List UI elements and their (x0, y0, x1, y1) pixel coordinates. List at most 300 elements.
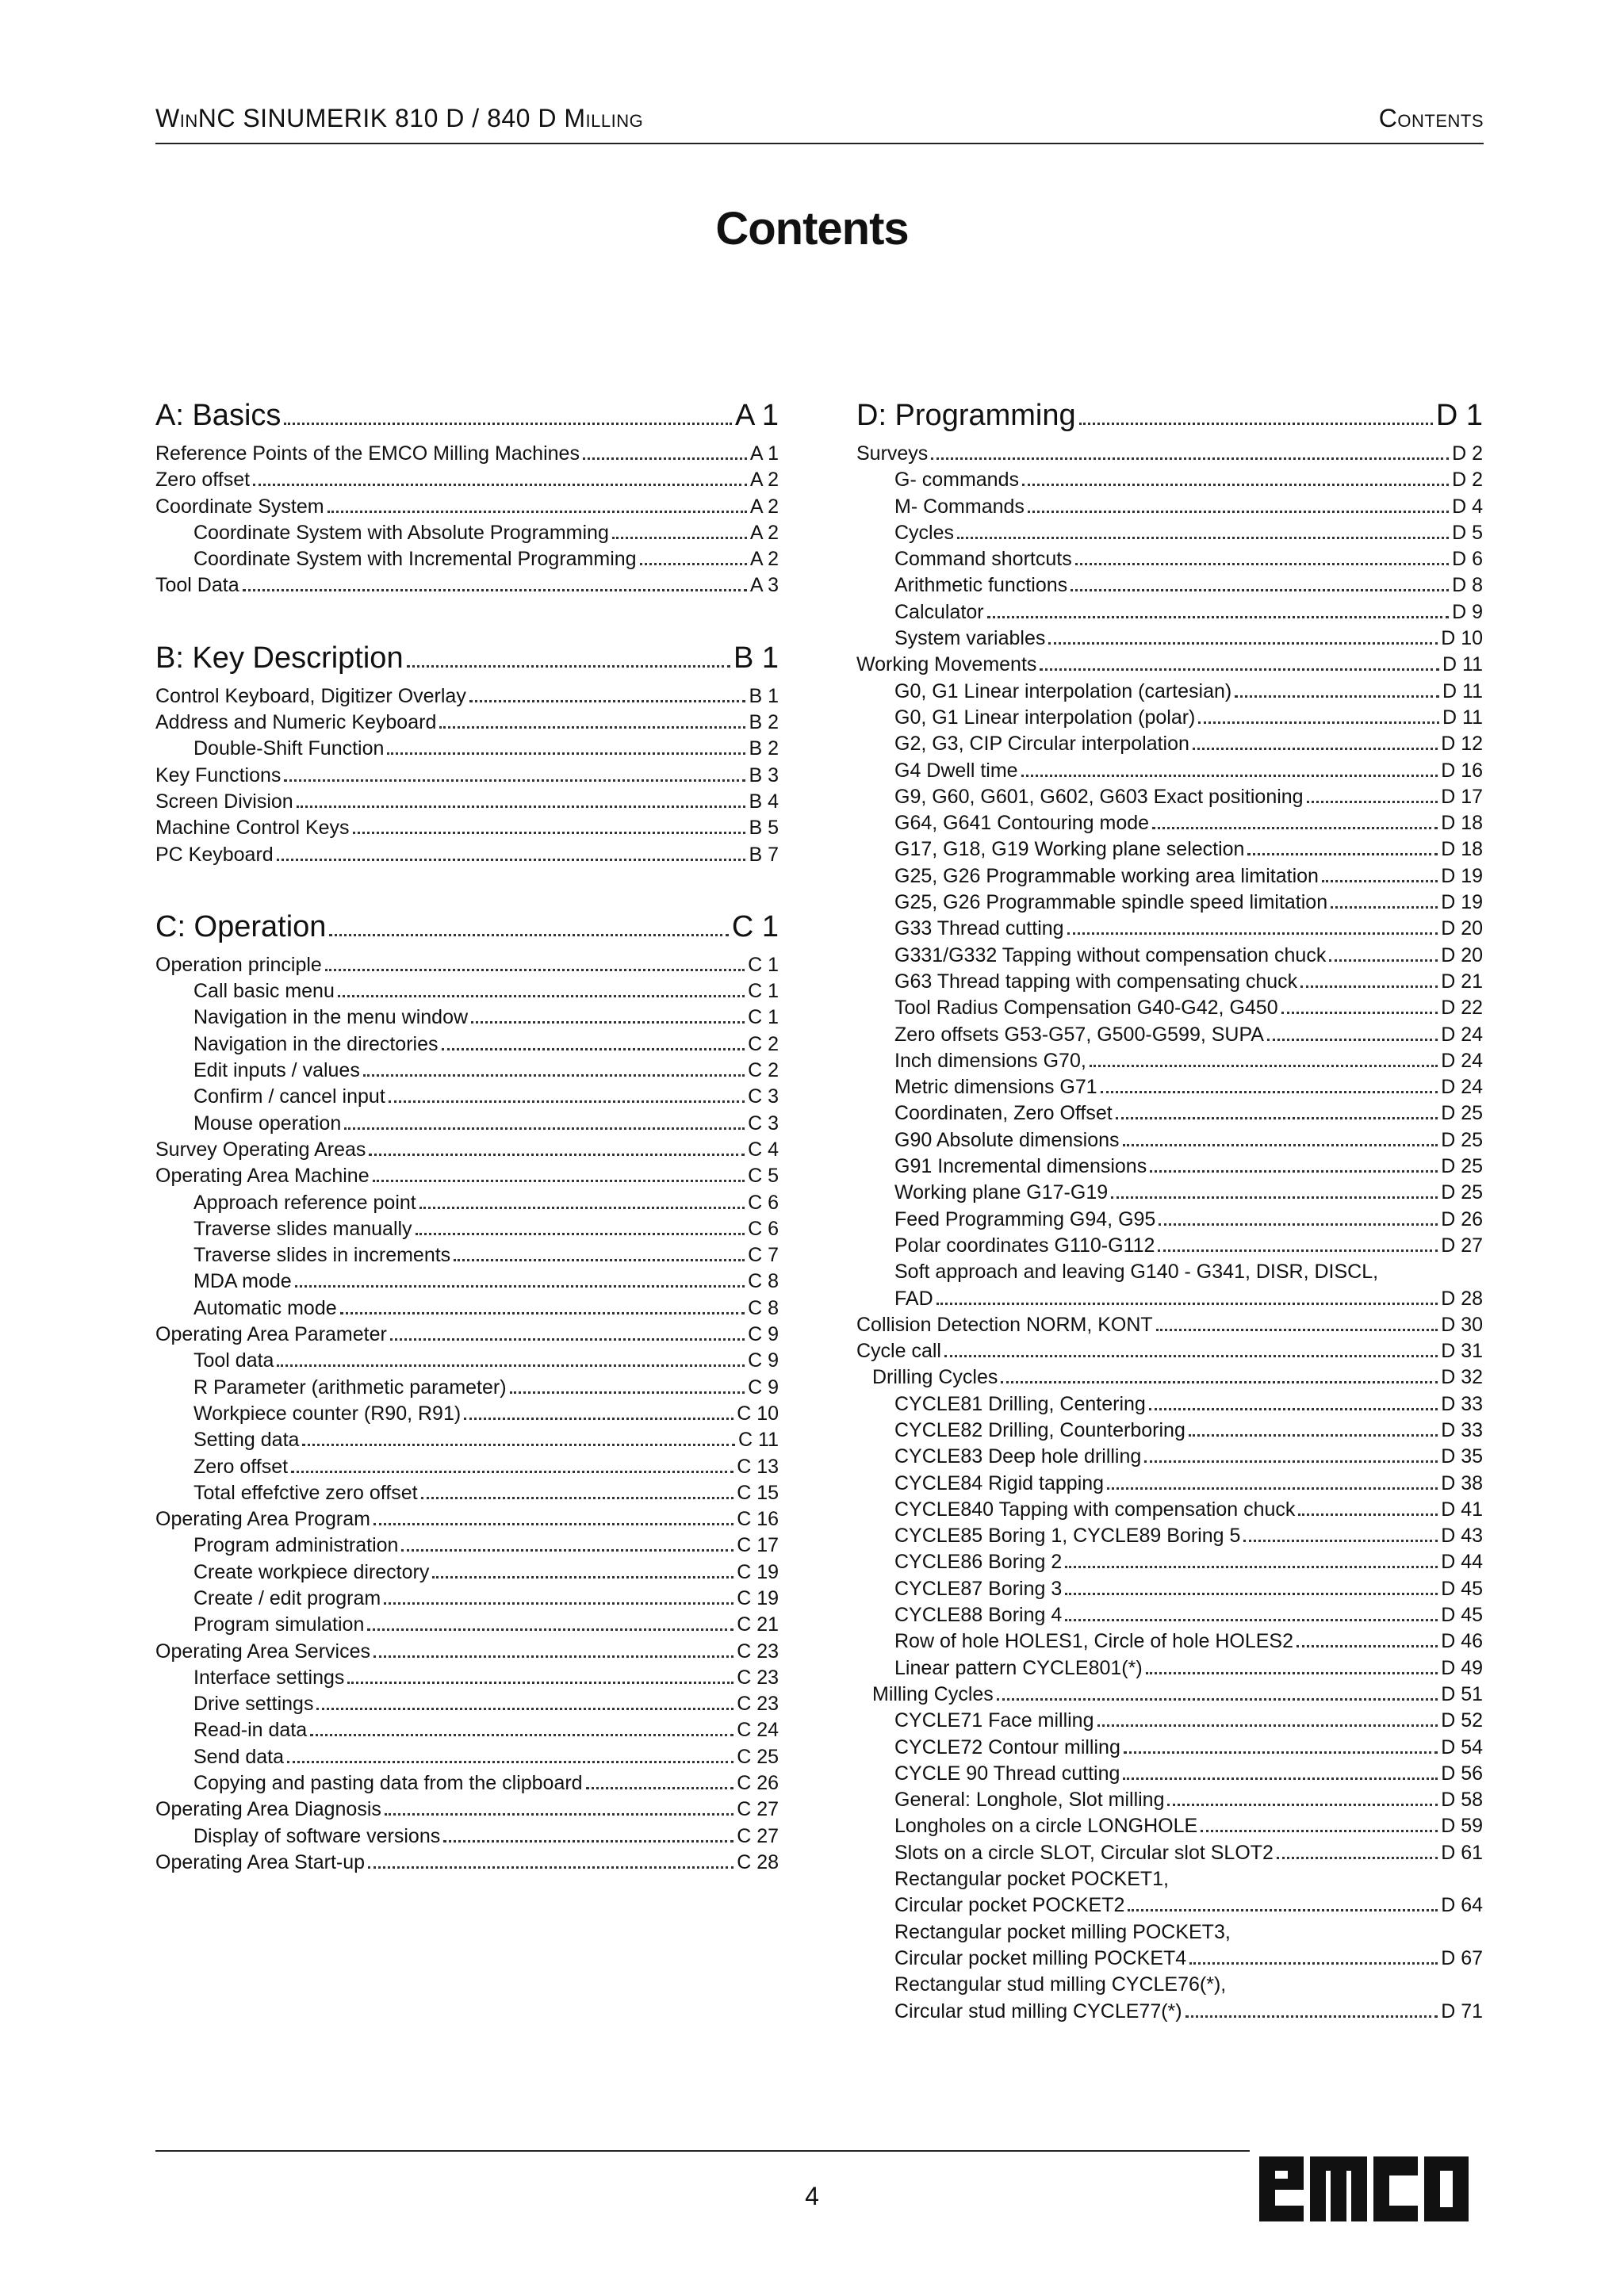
dot-leader (363, 1063, 745, 1077)
toc-entry[interactable] (155, 1295, 779, 1322)
toc-entry[interactable] (155, 1797, 779, 1823)
toc-entry[interactable] (155, 789, 779, 815)
toc-entry[interactable] (856, 1787, 1483, 1813)
toc-entry-page: D 52 (1441, 1709, 1483, 1732)
toc-entry-title: CYCLE81 Drilling, Centering (894, 1392, 1146, 1415)
toc-entry-title: Operating Area Services (155, 1640, 370, 1663)
toc-entry-page: D 45 (1441, 1604, 1483, 1627)
toc-entry-title: Traverse slides in increments (193, 1244, 451, 1267)
toc-entry[interactable] (856, 731, 1483, 757)
toc-entry-title: Edit inputs / values (193, 1059, 360, 1082)
dot-leader (277, 1354, 745, 1368)
toc-entry-page: A 2 (749, 548, 779, 571)
toc-entry-title: G- commands (894, 469, 1019, 492)
toc-entry-title: Coordinate System with Absolute Programming (193, 521, 609, 544)
toc-entry-page: D 18 (1441, 838, 1483, 861)
toc-entry[interactable] (155, 1084, 779, 1110)
toc-entry[interactable] (856, 1127, 1483, 1154)
toc-entry-title: Polar coordinates G110-G112 (894, 1234, 1155, 1257)
dot-leader (1156, 1318, 1438, 1331)
toc-entry-page: C 13 (737, 1455, 779, 1478)
toc-entry[interactable] (856, 1761, 1483, 1787)
toc-entry[interactable] (856, 863, 1483, 890)
toc-entry-title: Operating Area Parameter (155, 1323, 387, 1346)
toc-entry[interactable] (856, 1866, 1483, 1892)
toc-entry[interactable] (155, 520, 779, 546)
footer-rule (155, 2150, 1250, 2152)
toc-entry[interactable] (155, 1717, 779, 1743)
dot-leader (1150, 1159, 1438, 1173)
toc-entry-title: G91 Incremental dimensions (894, 1155, 1147, 1178)
toc-entry-page: D 24 (1441, 1049, 1483, 1072)
toc-entry-page: B 7 (749, 843, 779, 866)
dot-leader (373, 1644, 733, 1658)
toc-entry-title: Metric dimensions G71 (894, 1076, 1097, 1099)
dot-leader (1144, 1450, 1438, 1464)
dot-leader (373, 1512, 733, 1525)
toc-entry[interactable] (856, 546, 1483, 572)
toc-entry[interactable] (856, 1418, 1483, 1444)
toc-entry-page: B 2 (749, 711, 779, 734)
toc-entry[interactable] (155, 1850, 779, 1876)
toc-entry[interactable] (155, 763, 779, 789)
toc-entry[interactable] (856, 1602, 1483, 1628)
toc-entry[interactable] (856, 1523, 1483, 1549)
toc-entry-page: D 45 (1441, 1577, 1483, 1600)
toc-entry[interactable] (155, 1586, 779, 1612)
dot-leader (1298, 1502, 1438, 1516)
toc-entry[interactable] (155, 1427, 779, 1453)
dot-leader (347, 1670, 733, 1684)
toc-entry-title: G25, G26 Programmable spindle speed limitation (894, 891, 1328, 914)
toc-entry-page: D 11 (1442, 679, 1483, 702)
toc-entry[interactable] (155, 1691, 779, 1717)
dot-leader (987, 605, 1450, 618)
toc-entry-title: Display of software versions (193, 1824, 441, 1847)
toc-entry[interactable] (155, 1744, 779, 1770)
dot-leader (944, 1344, 1438, 1357)
toc-entry[interactable] (856, 1233, 1483, 1259)
toc-entry[interactable] (856, 1364, 1483, 1391)
toc-entry-page: C 8 (748, 1270, 779, 1293)
toc-entry-title: CYCLE85 Boring 1, CYCLE89 Boring 5 (894, 1525, 1241, 1548)
toc-entry[interactable] (856, 758, 1483, 784)
toc-entry-title: Tool Data (155, 574, 239, 597)
toc-entry-page: C 27 (737, 1824, 779, 1847)
toc-entry-title: CYCLE86 Boring 2 (894, 1551, 1063, 1574)
toc-entry[interactable] (155, 1665, 779, 1691)
toc-entry[interactable] (155, 1058, 779, 1084)
toc-entry-title: Key Functions (155, 763, 282, 786)
dot-leader (1071, 579, 1449, 592)
toc-entry-title: Inch dimensions G70, (894, 1049, 1086, 1072)
dot-leader (287, 1750, 733, 1763)
toc-entry-title: Double-Shift Function (193, 737, 385, 760)
toc-entry-page: C 8 (748, 1296, 779, 1319)
dot-leader (329, 917, 728, 936)
toc-entry-page: D 24 (1441, 1023, 1483, 1046)
toc-entry-title: Cycles (894, 521, 955, 544)
toc-entry[interactable] (856, 943, 1483, 969)
toc-entry[interactable] (155, 1454, 779, 1480)
dot-leader (443, 1829, 733, 1843)
toc-entry[interactable] (856, 1576, 1483, 1602)
toc-entry-title: G0, G1 Linear interpolation (cartesian) (894, 679, 1232, 702)
toc-entry-page: C 21 (737, 1613, 779, 1636)
toc-entry[interactable] (856, 467, 1483, 493)
toc-entry[interactable] (856, 705, 1483, 731)
toc-section (155, 908, 779, 1876)
toc-entry-title: Collision Detection NORM, KONT (856, 1313, 1153, 1336)
toc-entry[interactable] (155, 1533, 779, 1559)
toc-entry[interactable] (155, 815, 779, 841)
toc-entry-page: D 59 (1441, 1815, 1483, 1838)
toc-entry[interactable] (856, 1919, 1483, 1946)
toc-entry[interactable] (856, 626, 1483, 652)
toc-entry[interactable] (155, 1612, 779, 1638)
toc-entry[interactable] (155, 1401, 779, 1427)
toc-entry-title: CYCLE88 Boring 4 (894, 1604, 1063, 1627)
dot-leader (936, 1292, 1438, 1305)
toc-entry[interactable] (155, 683, 779, 710)
dot-leader (1159, 1212, 1438, 1226)
dot-leader (291, 1460, 733, 1473)
dot-leader (340, 1301, 745, 1314)
toc-entry-title: Operating Area Start-up (155, 1850, 366, 1873)
toc-entry-title: Row of hole HOLES1, Circle of hole HOLES2 (894, 1630, 1294, 1653)
toc-entry-page: C 1 (748, 953, 779, 976)
toc-entry[interactable] (856, 1708, 1483, 1734)
dot-leader (1149, 1397, 1438, 1410)
toc-entry-page: D 61 (1441, 1841, 1483, 1864)
dot-leader (297, 794, 746, 808)
page-title: Contents (715, 203, 909, 254)
dot-leader (957, 526, 1449, 539)
dot-leader (1123, 1766, 1438, 1780)
dot-leader (1331, 895, 1438, 909)
toc-entry-title: G4 Dwell time (894, 759, 1018, 782)
toc-entry[interactable] (856, 1471, 1483, 1497)
dot-leader (1158, 1238, 1438, 1252)
toc-entry[interactable] (856, 1286, 1483, 1312)
toc-entry[interactable] (856, 784, 1483, 810)
toc-entry-title: Operating Area Program (155, 1508, 370, 1531)
toc-entry[interactable] (856, 1207, 1483, 1233)
toc-entry[interactable] (856, 679, 1483, 705)
toc-entry-page: D 25 (1441, 1155, 1483, 1178)
toc-entry-title: Navigation in the directories (193, 1032, 439, 1055)
toc-entry-page: D 28 (1441, 1287, 1483, 1310)
toc-entry-title: Milling Cycles (872, 1682, 994, 1705)
dot-leader (586, 1776, 734, 1789)
toc-entry[interactable] (155, 1559, 779, 1586)
dot-leader (432, 1565, 733, 1578)
toc-entry-page: C 16 (737, 1508, 779, 1531)
dot-leader (385, 1803, 733, 1816)
section-heading-text: D: Programming (856, 399, 1076, 432)
toc-entry-title: Operating Area Diagnosis (155, 1798, 381, 1821)
toc-entry[interactable] (856, 916, 1483, 942)
dot-leader (353, 821, 746, 835)
toc-entry[interactable] (856, 1338, 1483, 1364)
toc-entry-title: R Parameter (arithmetic parameter) (193, 1376, 507, 1399)
dot-leader (1193, 737, 1438, 751)
toc-entry[interactable] (856, 1312, 1483, 1338)
toc-entry-page: C 6 (748, 1191, 779, 1214)
dot-leader (344, 1116, 745, 1130)
toc-entry[interactable] (856, 520, 1483, 546)
toc-entry[interactable] (856, 1100, 1483, 1127)
toc-entry[interactable] (155, 1242, 779, 1269)
toc-entry-title: Navigation in the menu window (193, 1006, 469, 1029)
dot-leader (1101, 1080, 1438, 1093)
toc-entry-page: D 67 (1441, 1946, 1483, 1969)
toc-entry[interactable] (155, 1190, 779, 1216)
toc-entry-page: D 54 (1441, 1735, 1483, 1758)
toc-entry-page: D 2 (1452, 442, 1483, 465)
toc-entry-title: Program simulation (193, 1613, 365, 1636)
dot-leader (384, 1591, 733, 1605)
toc-entry-title: Coordinaten, Zero Offset (894, 1102, 1113, 1125)
dot-leader (407, 649, 730, 668)
toc-entry[interactable] (856, 1946, 1483, 1972)
toc-entry-page: C 19 (737, 1560, 779, 1583)
dot-leader (1022, 473, 1449, 487)
toc-entry[interactable] (155, 1216, 779, 1242)
toc-entry-title: Setting data (193, 1429, 300, 1452)
dot-leader (1040, 658, 1439, 672)
toc-entry-page: B 3 (749, 763, 779, 786)
toc-entry[interactable] (856, 1048, 1483, 1074)
toc-entry-page: D 27 (1441, 1234, 1483, 1257)
toc-entry-title: Automatic mode (193, 1296, 337, 1319)
toc-entry-page: A 3 (749, 574, 779, 597)
toc-entry-title: CYCLE84 Rigid tapping (894, 1471, 1105, 1494)
toc-entry[interactable] (155, 1111, 779, 1137)
dot-leader (1075, 552, 1449, 565)
toc-entry[interactable] (155, 467, 779, 493)
toc-entry-page: C 5 (748, 1165, 779, 1188)
toc-entry[interactable] (856, 995, 1483, 1021)
toc-entry[interactable] (856, 1972, 1483, 1998)
toc-entry[interactable] (155, 1480, 779, 1506)
toc-entry[interactable] (155, 1506, 779, 1533)
toc-entry[interactable] (856, 969, 1483, 995)
toc-entry-title: Address and Numeric Keyboard (155, 711, 437, 734)
dot-leader (1079, 406, 1433, 425)
toc-entry[interactable] (856, 1655, 1483, 1682)
toc-entry[interactable] (856, 599, 1483, 626)
toc-entry[interactable] (155, 710, 779, 736)
toc-entry-page: D 20 (1441, 943, 1483, 966)
toc-entry[interactable] (155, 978, 779, 1004)
dot-leader (997, 1687, 1438, 1701)
dot-leader (1124, 1740, 1438, 1754)
toc-entry[interactable] (155, 1031, 779, 1058)
toc-entry[interactable] (856, 1628, 1483, 1655)
toc-entry[interactable] (856, 1180, 1483, 1206)
dot-leader (1028, 499, 1449, 513)
dot-leader (612, 526, 747, 539)
toc-entry-title: Longholes on a circle LONGHOLE (894, 1815, 1198, 1838)
toc-entry[interactable] (155, 441, 779, 467)
toc-entry[interactable] (856, 1497, 1483, 1523)
toc-entry-page: B 4 (749, 790, 779, 813)
toc-entry[interactable] (155, 1770, 779, 1797)
toc-entry[interactable] (856, 1735, 1483, 1761)
toc-entry[interactable] (856, 1259, 1483, 1285)
toc-entry[interactable] (155, 1163, 779, 1189)
toc-entry-page: A 2 (749, 495, 779, 518)
toc-entry[interactable] (856, 441, 1483, 467)
toc-entry-title: Approach reference point (193, 1191, 416, 1214)
toc-entry[interactable] (856, 890, 1483, 916)
toc-entry[interactable] (856, 494, 1483, 520)
toc-entry[interactable] (155, 842, 779, 868)
toc-entry-title: Read-in data (193, 1719, 308, 1742)
dot-leader (1167, 1793, 1438, 1806)
dot-leader (1065, 1608, 1438, 1621)
toc-entry-page: D 49 (1441, 1656, 1483, 1679)
section-page: B 1 (733, 641, 779, 675)
toc-entry-page: D 21 (1441, 970, 1483, 993)
toc-entry-title: G17, G18, G19 Working plane selection (894, 838, 1245, 861)
toc-entry[interactable] (856, 1840, 1483, 1866)
toc-entry[interactable] (856, 1813, 1483, 1839)
toc-entry-title: Rectangular pocket POCKET1, (894, 1868, 1169, 1891)
section-heading[interactable] (856, 396, 1483, 434)
toc-entry-page: D 5 (1452, 521, 1483, 544)
toc-entry[interactable] (155, 494, 779, 520)
toc-entry-title: Send data (193, 1745, 284, 1768)
dot-leader (464, 1406, 733, 1420)
page-header (155, 98, 1484, 144)
dot-leader (390, 1327, 745, 1341)
toc-entry[interactable] (155, 1269, 779, 1295)
dot-leader (277, 848, 746, 861)
dot-leader (327, 499, 747, 513)
section-heading[interactable] (155, 639, 779, 677)
toc-entry[interactable] (856, 1682, 1483, 1708)
toc-entry[interactable] (856, 1549, 1483, 1575)
dot-leader (325, 958, 745, 971)
toc-entry[interactable] (856, 1391, 1483, 1418)
toc-entry-title: Surveys (856, 442, 929, 465)
toc-entry-page: C 25 (737, 1745, 779, 1768)
toc-entry[interactable] (155, 952, 779, 978)
toc-entry-title: Rectangular pocket milling POCKET3, (894, 1920, 1231, 1943)
toc-entry-title: Arithmetic functions (894, 574, 1068, 597)
toc-entry[interactable] (856, 1892, 1483, 1919)
header-section: Contents (1378, 104, 1484, 132)
toc-entry-title: Zero offsets G53-G57, G500-G599, SUPA (894, 1023, 1264, 1046)
dot-leader (1185, 2004, 1438, 2018)
section-heading[interactable] (155, 396, 779, 434)
toc-entry-title: G90 Absolute dimensions (894, 1128, 1120, 1151)
toc-entry[interactable] (155, 1375, 779, 1401)
toc-entry[interactable] (155, 1823, 779, 1850)
toc-entry-title: G2, G3, CIP Circular interpolation (894, 733, 1189, 756)
toc-entry-page: C 1 (748, 980, 779, 1003)
toc-entry[interactable] (155, 1137, 779, 1163)
toc-entry[interactable] (856, 1022, 1483, 1048)
toc-entry-title: G0, G1 Linear interpolation (polar) (894, 706, 1196, 729)
toc-entry[interactable] (155, 736, 779, 762)
toc-entry[interactable] (856, 810, 1483, 836)
toc-entry-title: CYCLE72 Contour milling (894, 1735, 1120, 1758)
dot-leader (1281, 1001, 1438, 1014)
toc-entry-page: D 64 (1441, 1894, 1483, 1917)
toc-entry-title: Control Keyboard, Digitizer Overlay (155, 684, 466, 707)
toc-entry-page: D 25 (1441, 1128, 1483, 1151)
toc-entry[interactable] (856, 1074, 1483, 1100)
toc-entry-page: D 44 (1441, 1551, 1483, 1574)
toc-entry-page: C 11 (738, 1429, 779, 1452)
section-page: D 1 (1435, 399, 1483, 432)
toc-entry-page: D 35 (1441, 1445, 1483, 1468)
toc-entry-title: Linear pattern CYCLE801(*) (894, 1656, 1143, 1679)
toc-entry-title: Calculator (894, 600, 984, 623)
toc-entry-page: D 18 (1441, 812, 1483, 835)
toc-entry-page: C 24 (737, 1719, 779, 1742)
toc-entry-title: Operation principle (155, 953, 322, 976)
toc-entry-title: Reference Points of the EMCO Milling Machines (155, 442, 580, 465)
dot-leader (1152, 816, 1438, 829)
toc-entry-title: System variables (894, 627, 1046, 650)
section-heading-text: B: Key Description (155, 641, 404, 675)
toc-entry-title: Zero offset (155, 469, 251, 492)
toc-entry-page: D 26 (1441, 1207, 1483, 1230)
toc-entry[interactable] (856, 1999, 1483, 2025)
dot-leader (442, 1037, 745, 1050)
toc-entry[interactable] (856, 1444, 1483, 1470)
toc-entry-title: Zero offset (193, 1455, 289, 1478)
toc-entry-title: G63 Thread tapping with compensating chuck (894, 970, 1298, 993)
toc-entry-page: D 11 (1442, 706, 1483, 729)
toc-entry[interactable] (155, 1322, 779, 1348)
toc-entry-title: Screen Division (155, 790, 293, 813)
toc-entry[interactable] (155, 1348, 779, 1374)
toc-entry[interactable] (856, 572, 1483, 599)
toc-entry[interactable] (155, 546, 779, 572)
toc-entry[interactable] (155, 572, 779, 599)
toc-entry[interactable] (856, 1154, 1483, 1180)
toc-right-column (856, 396, 1483, 2064)
toc-entry[interactable] (155, 1004, 779, 1031)
toc-entry-page: A 2 (749, 469, 779, 492)
toc-entry[interactable] (856, 652, 1483, 678)
toc-entry[interactable] (155, 1639, 779, 1665)
toc-entry-page: D 4 (1452, 495, 1483, 518)
toc-entry-page: D 38 (1441, 1471, 1483, 1494)
toc-entry-title: Traverse slides manually (193, 1217, 412, 1240)
dot-leader (419, 1196, 745, 1209)
dot-leader (1116, 1107, 1438, 1120)
dot-leader (295, 1275, 745, 1288)
toc-entry-page: C 10 (737, 1402, 779, 1425)
toc-entry-page: A 1 (749, 442, 779, 465)
toc-entry[interactable] (856, 836, 1483, 863)
dot-leader (1297, 1635, 1438, 1648)
dot-leader (387, 742, 745, 756)
dot-leader (1021, 763, 1438, 777)
dot-leader (316, 1697, 733, 1710)
toc-entry-page: D 22 (1441, 997, 1483, 1020)
section-heading[interactable] (155, 908, 779, 946)
toc-entry-title: Confirm / cancel input (193, 1085, 385, 1108)
dot-leader (310, 1724, 733, 1737)
dot-leader (1090, 1054, 1438, 1067)
